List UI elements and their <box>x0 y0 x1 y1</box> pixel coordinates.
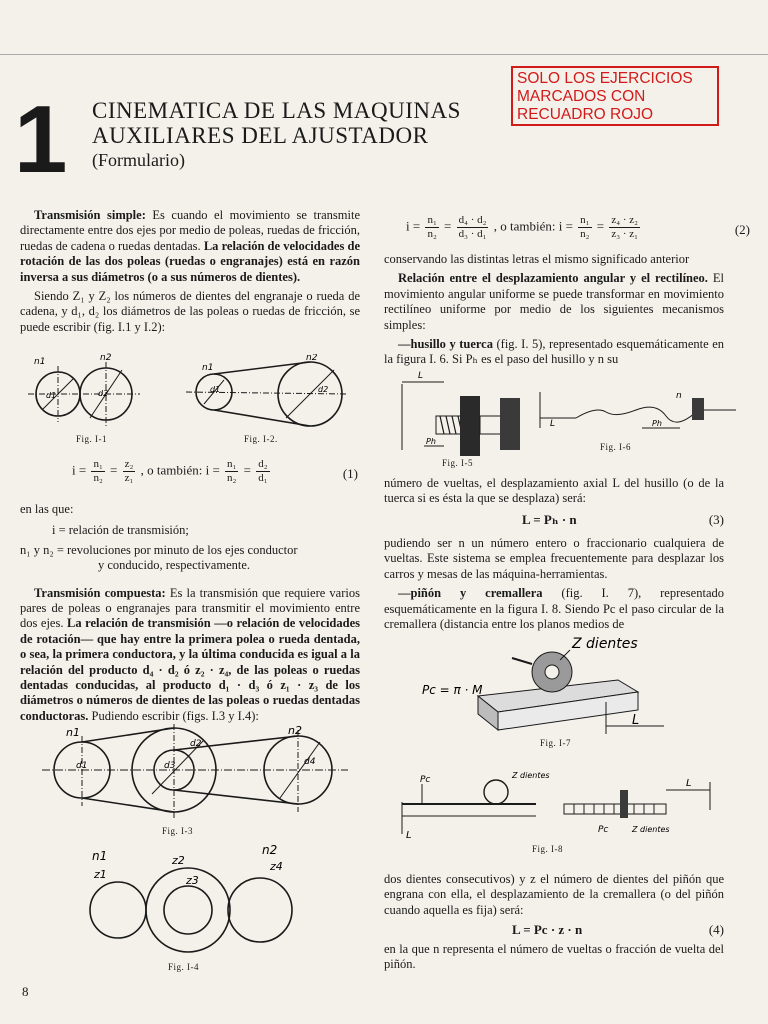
caption-fig-i4: Fig. I-4 <box>168 962 199 972</box>
figure-i7-rack-pinion <box>406 630 666 734</box>
bold-text: La relación de transmisión —o relación de velocidades de rotación— que hay entre la primera polea o rueda dentada, o sea, la primera conductora, y la última conducida es igual a la relación del producto d₄ · d₂ ó z₂ · z₄, de las poleas o ruedas dentadas conducidas, al producto d₁ · d₃ ó z₁ · z₃ de los diámetros o números de dientes de las poleas o ruedas dentadas conductoras. <box>20 616 360 723</box>
label-n2-fig4: n2 <box>262 843 278 857</box>
label-n-fig6: n <box>676 391 682 401</box>
caption-fig-i7: Fig. I-7 <box>540 738 571 748</box>
figure-i8-rack-schematic <box>396 762 726 844</box>
term-simple-transmission: Transmisión simple: <box>34 208 146 222</box>
label-d3-fig3: d3 <box>164 761 176 771</box>
equation-number-2: (2) <box>734 222 750 237</box>
den: z₁ <box>124 472 134 484</box>
label-z3-fig4: z3 <box>186 874 199 887</box>
label-L-fig8: L <box>406 830 412 841</box>
fraction-n1-n2-eq2 <box>425 214 438 241</box>
eq1-i: i = <box>72 462 87 478</box>
label-Pc2-fig8: Pc <box>598 825 609 835</box>
label-z1-fig4: z1 <box>94 868 107 881</box>
page-number: 8 <box>22 984 29 999</box>
num: z₄ · z₂ <box>611 214 638 226</box>
den: d₁ <box>258 472 268 484</box>
eq3-formula: L = Pₕ · n <box>522 512 577 527</box>
note-line-3: RECUADRO ROJO <box>517 106 654 123</box>
num: d₄ · d₂ <box>458 214 487 226</box>
chapter-title <box>92 98 461 148</box>
label-n2: n2 <box>100 353 112 363</box>
figure-i5-screw-nut <box>396 368 528 458</box>
label-n1: n1 <box>34 357 46 367</box>
paragraph-n-meaning: en la que n representa el número de vueltas o fracción de vuelta del piñón. <box>384 942 724 972</box>
paragraph-machine-tools: pudiendo ser n un número entero o fraccionario cualquiera de vueltas. Este sistema se emplea frecuentemente para desplazar los carros y mesas de las máquina-herramientas. <box>384 536 724 581</box>
paragraph-angular-rectilinear <box>384 271 724 333</box>
label-L2-fig8: L <box>686 778 692 789</box>
fraction-z-products <box>609 214 640 241</box>
num: d₂ <box>258 458 268 470</box>
caption-fig-i8: Fig. I-8 <box>532 844 563 854</box>
eq1-equal: = <box>110 462 118 478</box>
caption-fig-i3: Fig. I-3 <box>162 826 193 836</box>
definition-n: n₁ y n₂ = revoluciones por minuto de los ejes conductor <box>20 542 298 557</box>
instruction-note <box>511 66 719 126</box>
paragraph-rack-displacement: dos dientes consecutivos) y z el número de dientes del piñón que engrana con ella, el desplazamiento de la cremallera (o del piñón cuando aquella es fija) será: <box>384 872 724 917</box>
num: n₁ <box>427 214 437 226</box>
label-z-dientes-fig8: Z dientes <box>512 771 550 780</box>
fraction-z2-z1 <box>123 458 136 485</box>
num: z₂ <box>124 458 134 470</box>
fraction-d-products <box>457 214 489 241</box>
label-L-fig7: L <box>632 713 640 728</box>
label-n1-fig4: n1 <box>92 849 108 863</box>
label-d2-fig3: d2 <box>190 739 202 749</box>
definition-i: i = relación de transmisión; <box>52 523 189 538</box>
caption-fig-i6: Fig. I-6 <box>600 442 631 452</box>
left-text-block-2 <box>20 502 360 728</box>
label-n1-fig2: n1 <box>202 363 214 373</box>
title-line-1: CINEMATICA DE LAS MAQUINAS <box>92 98 461 123</box>
paragraph-compound-transmission <box>20 586 360 725</box>
num: n₁ <box>93 458 103 470</box>
right-text-block-5 <box>384 942 724 977</box>
where-label: en las que: <box>20 502 74 516</box>
chapter-number: 1 <box>14 86 68 193</box>
equation-number-3: (3) <box>708 512 724 527</box>
den: d₃ · d₁ <box>458 228 487 240</box>
label-d1-fig2: d1 <box>210 385 221 394</box>
label-z2-fig4: z2 <box>172 854 185 867</box>
label-n2-fig2: n2 <box>306 354 318 363</box>
den: z₃ · z₁ <box>611 228 638 240</box>
equation-2: i = $\frac{\text{n₁}}{\text{n₂}}$ = $\frac{\text{d₄ · d₂}}{\text{d₃ · d₁}}$ , o también: i = $\frac{\text{n₁}}{\text{n₂}}$ = $\frac{\text{z₄ · z₂}}{\text{z₃ · z₁}}$ (2) <box>406 214 750 240</box>
title-line-2: AUXILIARES DEL AJUSTADOR <box>92 123 429 148</box>
label-d2: d2 <box>98 389 109 398</box>
definition-n-cont: y conducido, respectivamente. <box>98 558 251 573</box>
eq2-alt: , o también: i = <box>493 218 573 234</box>
label-Pc-fig8: Pc <box>420 775 431 785</box>
label-z4-fig4: z4 <box>270 860 283 873</box>
num: n₁ <box>580 214 590 226</box>
text: (fig. I. 5), representado esquemáticamente en la figura I. 6. Si Pₕ es el paso del husillo y n su <box>384 337 724 367</box>
text: Es la transmisión que requiere varios pares de poleas o engranajes para transmitir el movimiento entre dos ejes. <box>20 585 360 631</box>
den: n₂ <box>580 228 590 240</box>
label-d1-fig3: d1 <box>76 761 88 771</box>
figure-i1-gears <box>28 352 168 432</box>
figure-i3-compound-pulleys <box>36 722 356 822</box>
text-tail: Pudiendo escribir (figs. I.3 y I.4): <box>88 708 259 723</box>
paragraph-rack-pinion <box>384 586 724 632</box>
label-Ph-fig5: Ph <box>426 437 436 446</box>
term-screw-nut: —husillo y tuerca <box>398 337 493 352</box>
caption-fig-i5: Fig. I-5 <box>442 458 473 468</box>
note-line-2: MARCADOS CON <box>517 88 646 105</box>
right-text-block-1 <box>384 252 724 372</box>
term-rack-pinion: —piñón y cremallera <box>398 586 543 601</box>
chapter-subtitle: (Formulario) <box>92 150 185 170</box>
label-L-fig6: L <box>550 419 556 429</box>
paragraph-same-meaning: conservando las distintas letras el mismo significado anterior <box>384 252 690 266</box>
num: n₁ <box>227 458 237 470</box>
equation-number-1: (1) <box>342 466 358 481</box>
fraction-n1-n2-eq2b <box>578 214 591 241</box>
figure-i4-compound-gears <box>80 842 310 962</box>
term-compound-transmission: Transmisión compuesta: <box>34 585 166 600</box>
top-rule <box>0 54 768 55</box>
label-d1: d1 <box>46 391 57 400</box>
right-text-block-4 <box>384 872 724 922</box>
text: (fig. I. 7), representado esquemáticamente en la figura I. 8. Siendo Pc el paso circular de la cremallera (distancia entre los planos medios de <box>384 586 724 632</box>
fraction-n1-n2-b <box>225 458 238 485</box>
heading-angular-rectilinear: Relación entre el desplazamiento angular y el rectilíneo. <box>398 271 708 286</box>
eq4-formula: L = Pc · z · n <box>512 922 583 937</box>
label-Ph-fig6: Ph <box>652 419 662 428</box>
label-d4-fig3: d4 <box>304 757 316 767</box>
paragraph-screw-nut <box>384 337 724 368</box>
label-L-fig5: L <box>418 371 424 381</box>
eq1-alt: , o también: i = <box>140 462 220 478</box>
equation-number-4: (4) <box>708 922 724 937</box>
caption-fig-i1: Fig. I-1 <box>76 434 107 444</box>
paragraph-definitions: Siendo Z₁ y Z₂ los números de dientes del engranaje o rueda de cadena, y d₁, d₂ los diámetros de las poleas o ruedas de fricción, se puede escribir (fig. I.1 y I.2): <box>20 289 360 334</box>
label-n1-fig3: n1 <box>66 726 80 739</box>
label-z-dientes: Z dientes <box>572 636 638 652</box>
label-z-dientes2-fig8: Z dientes <box>632 825 670 834</box>
note-line-1: SOLO LOS EJERCICIOS <box>517 70 693 87</box>
label-pc-formula: Pc = π · M <box>422 683 483 697</box>
fraction-d2-d1 <box>256 458 269 485</box>
paragraph-axial-displacement: número de vueltas, el desplazamiento axial L del husillo (o de la tuerca si es ésta la que se desplaza) será: <box>384 476 724 506</box>
den: n₂ <box>427 228 437 240</box>
text: El movimiento angular uniforme se puede transformar en movimiento rectilíneo uniforme por medio de los siguientes mecanismos simples: <box>384 271 724 332</box>
paragraph-simple-transmission <box>20 208 360 285</box>
label-n2-fig3: n2 <box>288 724 302 737</box>
left-text-block-1 <box>20 208 360 339</box>
label-d2-fig2: d2 <box>318 385 329 394</box>
bold-text: La relación de velocidades de rotación de las dos poleas (ruedas o engranajes) está en razón inversa a sus diámetros (o a sus números de dientes). <box>20 238 360 284</box>
right-text-block-3 <box>384 536 724 636</box>
den: n₂ <box>93 472 103 484</box>
caption-fig-i2: Fig. I-2. <box>244 434 278 444</box>
figure-i2-pulleys <box>176 354 356 434</box>
text: Es cuando el movimiento se transmite directamente entre dos ejes por medio de poleas, ruedas de fricción, ruedas de cadena o ruedas dentadas. <box>20 208 360 253</box>
eq2-i: i = <box>406 218 421 234</box>
right-text-block-2 <box>384 476 724 511</box>
equation-1: i = $\frac{\text{n₁}}{\text{n₂}}$ = $\frac{\text{z₂}}{\text{z₁}}$ , o también: i = $\frac{\text{n₁}}{\text{n₂}}$ = $\frac{\text{d₂}}{\text{d₁}}$ (1) <box>72 458 358 484</box>
figure-i6-screw-schematic <box>536 376 748 446</box>
fraction-n1-n2 <box>91 458 104 485</box>
den: n₂ <box>227 472 237 484</box>
